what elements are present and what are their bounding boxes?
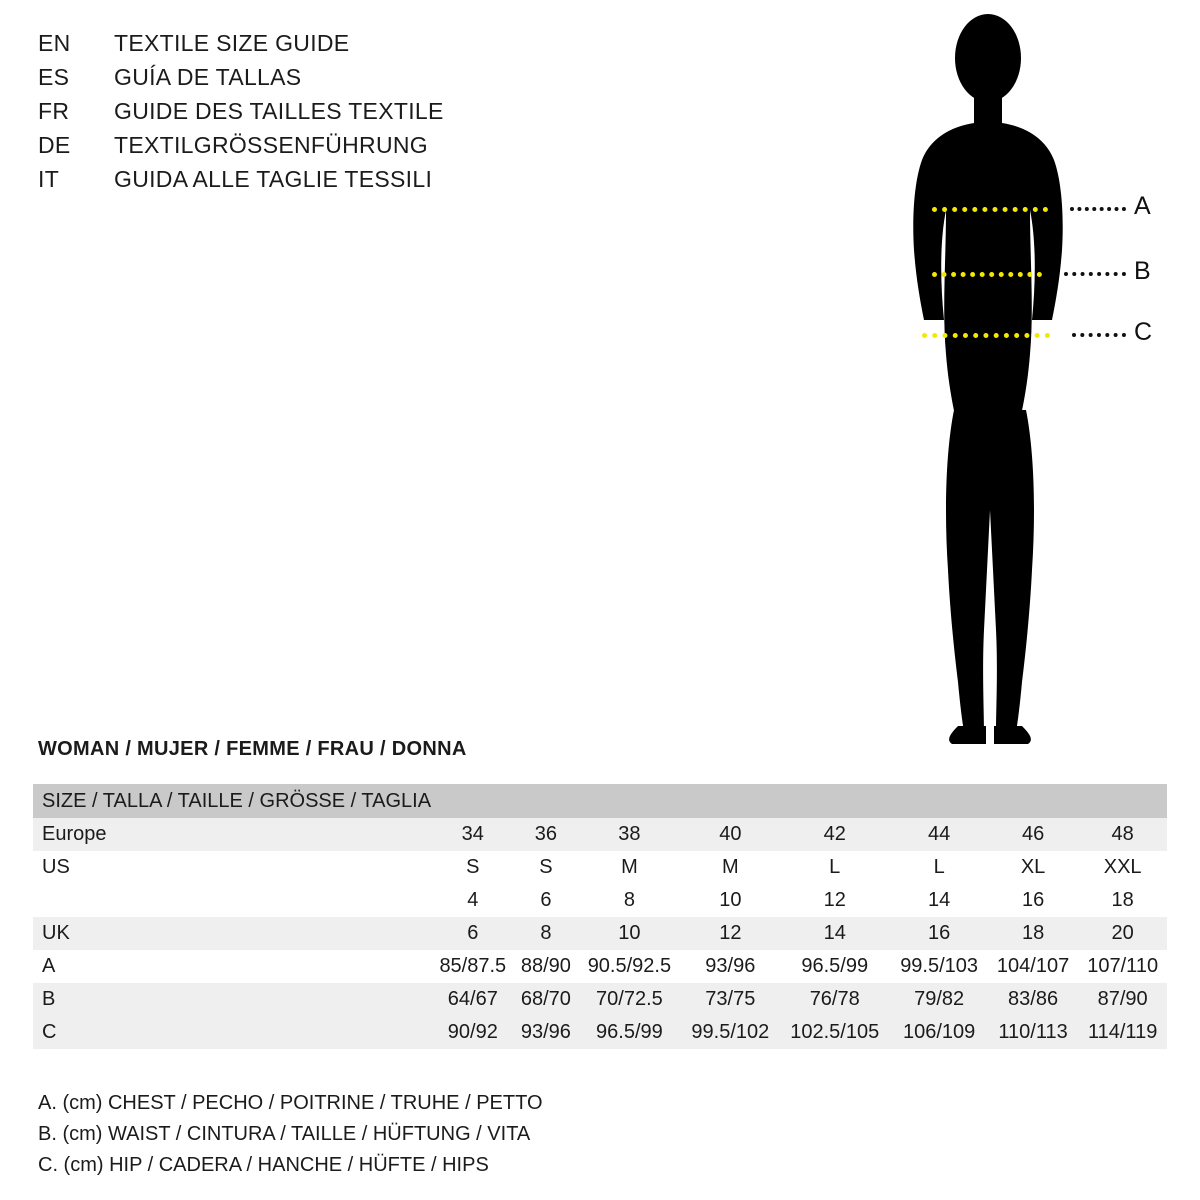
table-cell: 4 [431,884,515,917]
table-row [33,917,1167,950]
table-header-cell [988,784,1078,818]
table-cell: XXL [1078,851,1167,884]
table-header-cell [890,784,987,818]
table-cell: 42 [779,818,890,851]
waist-label-b: B [1134,257,1152,285]
table-cell: 70/72.5 [577,983,681,1016]
table-header-cell [577,784,681,818]
row-label: C [33,1016,431,1049]
table-cell: 87/90 [1078,983,1167,1016]
table-cell: S [431,851,515,884]
table-cell: M [682,851,779,884]
table-cell: L [890,851,987,884]
table-cell: 18 [1078,884,1167,917]
row-label: A [33,950,431,983]
table-cell: 107/110 [1078,950,1167,983]
table-cell: 104/107 [988,950,1078,983]
table-cell: 93/96 [515,1016,578,1049]
row-label: UK [33,917,431,950]
table-header-cell [515,784,578,818]
language-code: ES [38,64,70,90]
chest-measure-line [932,207,1048,212]
table-row [33,950,1167,983]
table-cell: 110/113 [988,1016,1078,1049]
table-cell: 96.5/99 [779,950,890,983]
table-cell: 16 [890,917,987,950]
female-silhouette-icon [860,10,1190,750]
table-cell: 6 [431,917,515,950]
table-cell: 46 [988,818,1078,851]
table-cell: M [577,851,681,884]
row-label: Europe [33,818,431,851]
row-label: B [33,983,431,1016]
table-row [33,818,1167,851]
row-label: US [33,851,431,884]
waist-lead-line [1064,272,1126,276]
table-caption: WOMAN / MUJER / FEMME / FRAU / DONNA [38,738,467,760]
table-cell: 14 [890,884,987,917]
size-table [33,784,1167,1049]
footnote-hip: C. (cm) HIP / CADERA / HANCHE / HÜFTE / HIPS [38,1154,489,1176]
table-cell: 76/78 [779,983,890,1016]
language-code: IT [38,166,60,192]
table-cell: 102.5/105 [779,1016,890,1049]
table-cell: 106/109 [890,1016,987,1049]
table-header-cell [779,784,890,818]
chest-label-a: A [1134,192,1152,220]
hip-lead-line [1072,333,1126,337]
table-cell: 88/90 [515,950,578,983]
table-cell: S [515,851,578,884]
language-row-it [38,166,558,200]
table-cell: 99.5/102 [682,1016,779,1049]
table-cell: 48 [1078,818,1167,851]
table-row [33,1016,1167,1049]
table-cell: 90/92 [431,1016,515,1049]
table-cell: 14 [779,917,890,950]
table-header-cell [682,784,779,818]
language-code: EN [38,30,71,56]
table-row [33,851,1167,884]
table-cell: 10 [682,884,779,917]
language-title: GUIDA ALLE TAGLIE TESSILI [114,166,433,192]
table-cell: 12 [682,917,779,950]
table-header-row [33,784,1167,818]
hip-measure-line [922,333,1050,338]
language-title: GUÍA DE TALLAS [114,64,302,90]
footnote-chest: A. (cm) CHEST / PECHO / POITRINE / TRUHE / PETTO [38,1092,543,1114]
table-cell: 8 [577,884,681,917]
chest-lead-line [1070,207,1126,211]
table-cell: 38 [577,818,681,851]
language-row-de [38,132,558,166]
language-row-fr [38,98,558,132]
female-body-figure [860,10,1190,750]
table-cell: 18 [988,917,1078,950]
table-cell: 99.5/103 [890,950,987,983]
table-cell: XL [988,851,1078,884]
waist-measure-line [932,272,1042,277]
footnote-list [38,1088,838,1181]
table-cell: 20 [1078,917,1167,950]
hip-label-c: C [1134,318,1153,346]
table-cell: 34 [431,818,515,851]
table-cell: 44 [890,818,987,851]
table-cell: 8 [515,917,578,950]
language-code: DE [38,132,71,158]
table-header-cell [431,784,515,818]
language-row-es [38,64,558,98]
table-cell: 90.5/92.5 [577,950,681,983]
table-cell: 12 [779,884,890,917]
language-title: TEXTILGRÖSSENFÜHRUNG [114,132,428,158]
language-title: TEXTILE SIZE GUIDE [114,30,350,56]
language-title-list [38,30,558,200]
table-cell: 79/82 [890,983,987,1016]
table-cell: 68/70 [515,983,578,1016]
table-cell: 64/67 [431,983,515,1016]
table-header-cell [1078,784,1167,818]
table-cell: 83/86 [988,983,1078,1016]
table-row [33,983,1167,1016]
row-label [33,884,431,917]
table-cell: 10 [577,917,681,950]
language-code: FR [38,98,70,124]
table-cell: 114/119 [1078,1016,1167,1049]
table-row [33,884,1167,917]
table-cell: 6 [515,884,578,917]
table-cell: 73/75 [682,983,779,1016]
table-header-label: SIZE / TALLA / TAILLE / GRÖSSE / TAGLIA [33,784,431,818]
table-cell: 96.5/99 [577,1016,681,1049]
table-cell: 16 [988,884,1078,917]
table-cell: L [779,851,890,884]
language-title: GUIDE DES TAILLES TEXTILE [114,98,444,124]
table-cell: 85/87.5 [431,950,515,983]
table-cell: 40 [682,818,779,851]
footnote-waist: B. (cm) WAIST / CINTURA / TAILLE / HÜFTUNG / VITA [38,1123,531,1145]
table-cell: 36 [515,818,578,851]
language-row-en [38,30,558,64]
table-cell: 93/96 [682,950,779,983]
